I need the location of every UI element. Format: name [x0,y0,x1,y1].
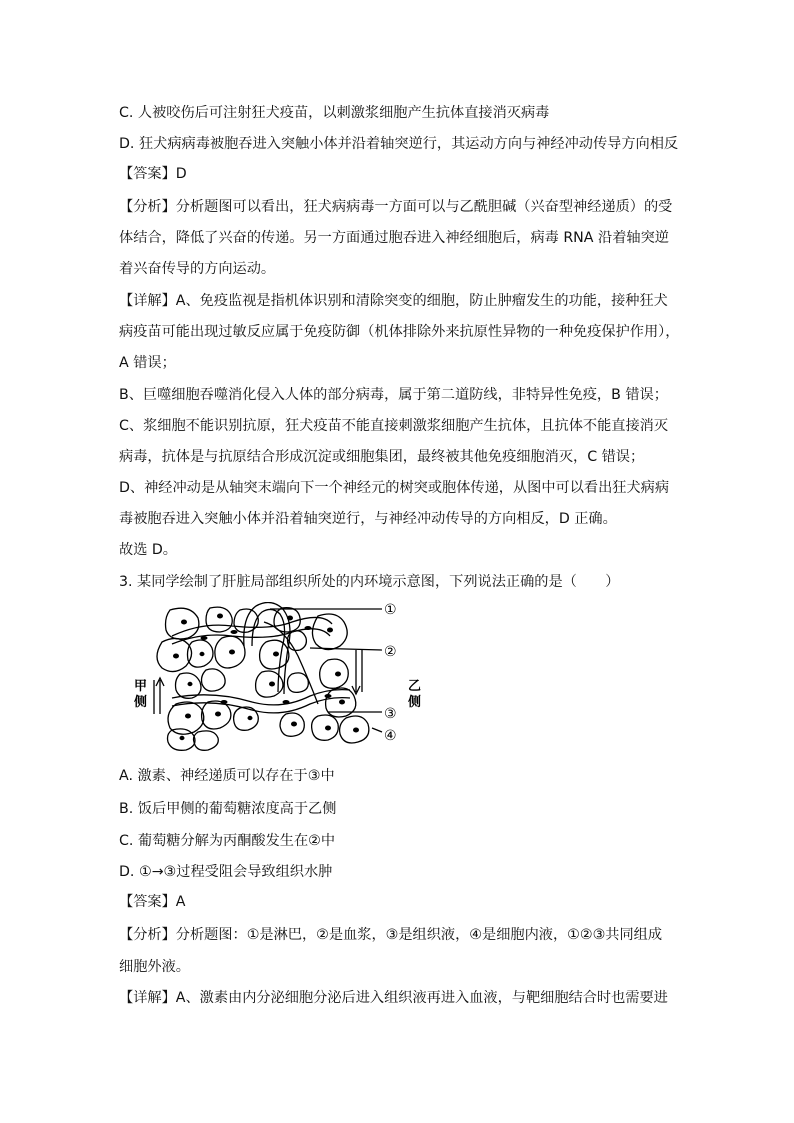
answer-q3: 【答案】A [119,894,186,910]
conclusion-q2: 故选 D。 [119,542,177,558]
option-d-q2: D. 狂犬病病毒被胞吞进入突触小体并沿着轴突逆行，其运动方向与神经冲动传导方向相反 [119,136,679,152]
option-a-q3: A. 激素、神经递质可以存在于③中 [119,768,335,784]
label-1: ① [384,602,397,618]
analysis-q2-line3: 着兴奋传导的方向运动。 [119,261,276,277]
option-c-q3: C. 葡萄糖分解为丙酮酸发生在②中 [119,833,336,849]
side-jia-2: 侧 [134,695,148,710]
detail-q2-line3: A 错误； [119,355,176,371]
analysis-q3-line2: 细胞外液。 [119,959,190,975]
label-2: ② [384,644,397,660]
option-c-q2: C. 人被咬伤后可注射狂犬疫苗，以刺激浆细胞产生抗体直接消灭病毒 [119,105,550,121]
side-yi-2: 侧 [408,695,422,710]
analysis-q2-line2: 体结合，降低了兴奋的传递。另一方面通过胞吞进入神经细胞后，病毒 RNA 沿着轴突逆 [119,230,669,246]
tissue-fluid-diagram [132,602,422,752]
detail-q2-line8: 毒被胞吞进入突触小体并沿着轴突逆行，与神经冲动传导的方向相反，D 正确。 [119,511,617,527]
answer-q2: 【答案】D [119,166,187,182]
option-d-q3: D. ①→③过程受阻会导致组织水肿 [119,864,333,880]
analysis-q3-line1: 【分析】分析题图：①是淋巴，②是血浆，③是组织液，④是细胞内液，①②③共同组成 [119,927,663,943]
detail-q2-line2: 病疫苗可能出现过敏反应属于免疫防御（机体排除外来抗原性异物的一种免疫保护作用）， [119,324,680,340]
label-4: ④ [384,728,397,744]
detail-q2-line6: 病毒，抗体是与抗原结合形成沉淀或细胞集团，最终被其他免疫细胞消灭，C 错误； [119,449,645,465]
label-3: ③ [384,706,397,722]
option-b-q3: B. 饭后甲侧的葡萄糖浓度高于乙侧 [119,801,337,817]
analysis-q2-line1: 【分析】分析题图可以看出，狂犬病病毒一方面可以与乙酰胆碱（兴奋型神经递质）的受 [119,199,673,215]
detail-q2-line7: D、神经冲动是从轴突末端向下一个神经元的树突或胞体传递，从图中可以看出狂犬病病 [119,480,670,496]
side-yi-1: 乙 [408,679,422,694]
detail-q2-line5: C、浆细胞不能识别抗原，狂犬疫苗不能直接刺激浆细胞产生抗体，且抗体不能直接消灭 [119,418,669,434]
detail-q3-line1: 【详解】A、激素由内分泌细胞分泌后进入组织液再进入血液，与靶细胞结合时也需要进 [119,990,668,1006]
side-jia-1: 甲 [134,679,148,694]
detail-q2-line4: B、巨噬细胞吞噬消化侵入人体的部分病毒，属于第二道防线，非特异性免疫，B 错误； [119,387,668,403]
question-3-stem: 3. 某同学绘制了肝脏局部组织所处的内环境示意图，下列说法正确的是（ ） [119,574,620,590]
detail-q2-line1: 【详解】A、免疫监视是指机体识别和清除突变的细胞，防止肿瘤发生的功能，接种狂犬 [119,293,668,309]
